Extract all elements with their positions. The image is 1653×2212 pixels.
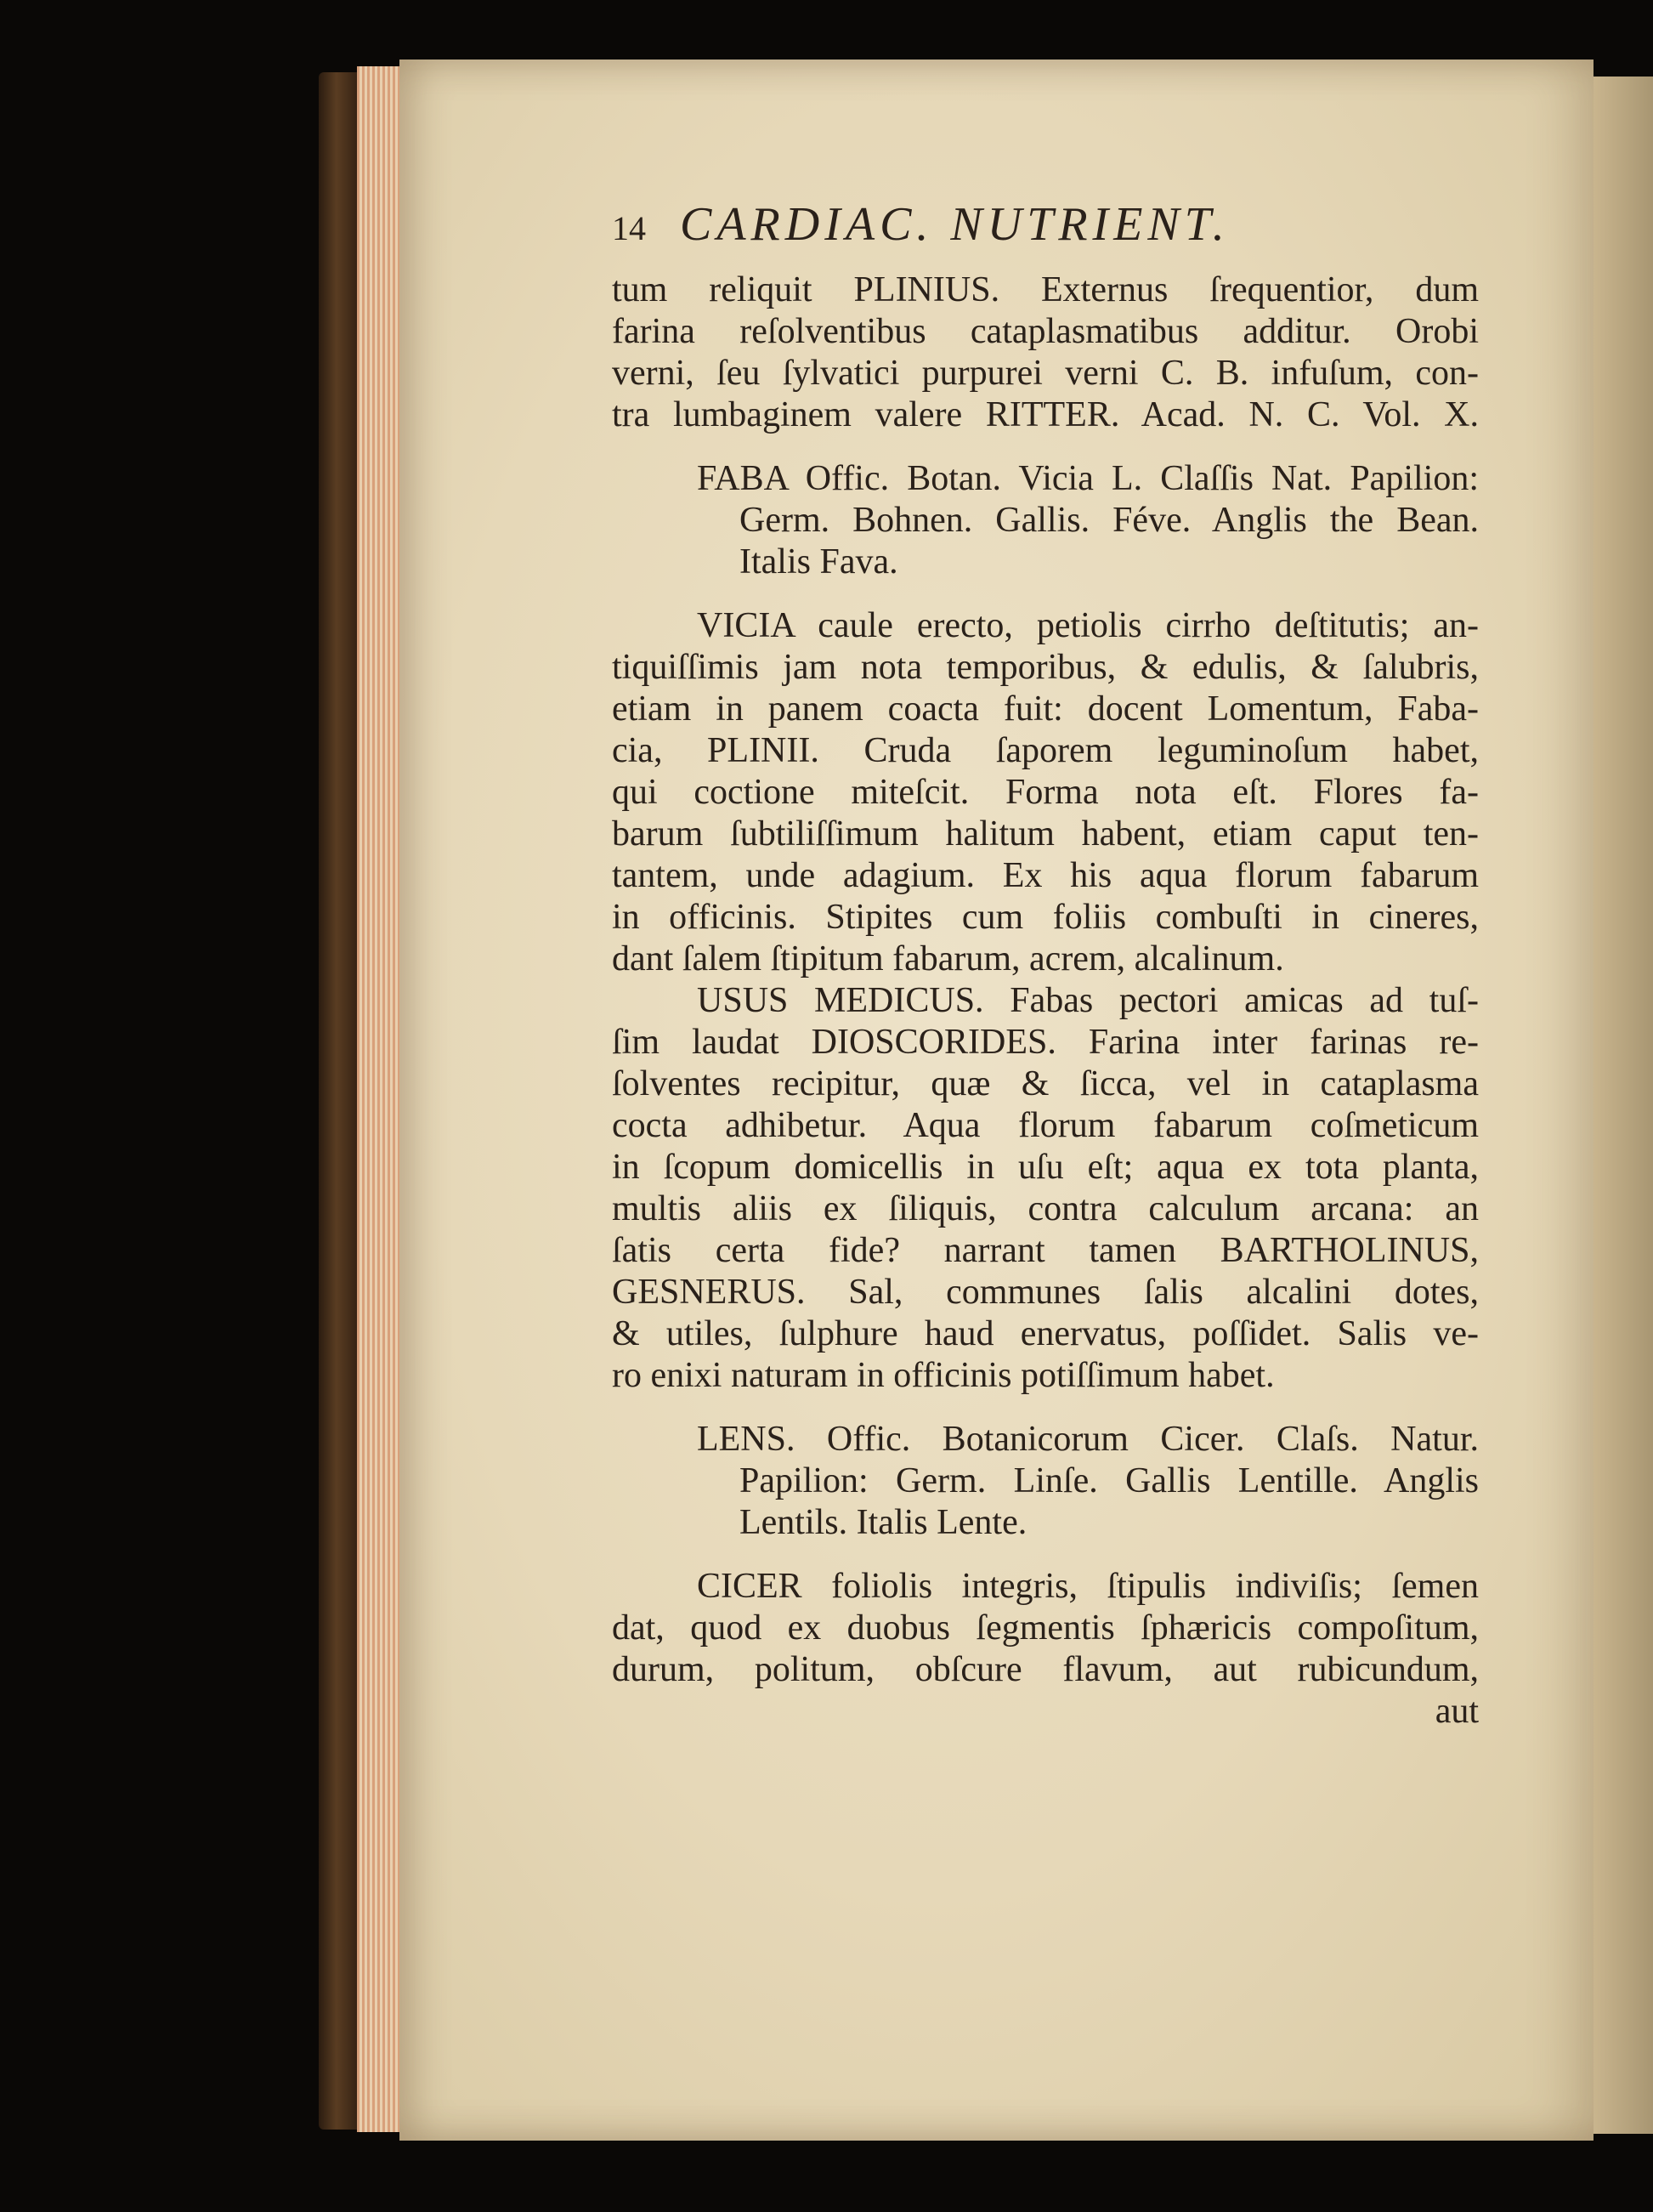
text-line: ro enixi naturam in officinis potiſſimum habet. xyxy=(612,1356,1275,1395)
text-line: ſolventes recipitur, quæ & ſicca, vel in cataplasma xyxy=(612,1064,1479,1103)
text-line: cia, PLINII. Cruda ſaporem leguminoſum habet, xyxy=(612,731,1479,770)
page-number: 14 xyxy=(612,209,646,247)
text-line: dant ſalem ſtipitum fabarum, acrem, alcalinum. xyxy=(612,939,1284,978)
text-line: farina reſolventibus cataplasmatibus additur. Orobi xyxy=(612,312,1479,351)
text-line: dat, quod ex duobus ſegmentis ſphæricis compoſitum, xyxy=(612,1608,1479,1648)
page-text xyxy=(612,198,1479,1733)
text-line: multis aliis ex ſiliquis, contra calculum arcana: an xyxy=(612,1189,1479,1228)
catchword: aut xyxy=(1435,1692,1479,1731)
text-line: cocta adhibetur. Aqua florum fabarum coſmeticum xyxy=(612,1106,1479,1145)
entry-cicer: CICER foliolis integris, ſtipulis indiviſis; ſemen xyxy=(697,1567,1479,1606)
text-line: tra lumbaginem valere RITTER. Acad. N. C. Vol. X. xyxy=(612,395,1479,434)
text-line: Lentils. Italis Lente. xyxy=(739,1503,1027,1542)
text-line: & utiles, ſulphure haud enervatus, poſſidet. Salis ve- xyxy=(612,1314,1479,1353)
usus-medicus-heading: USUS MEDICUS. Fabas pectori amicas ad tuſ- xyxy=(697,981,1479,1020)
entry-lens: LENS. Offic. Botanicorum Cicer. Claſs. Natur. xyxy=(697,1420,1479,1459)
text-line: in ſcopum domicellis in uſu eſt; aqua ex tota planta, xyxy=(612,1148,1479,1187)
text-line: verni, ſeu ſylvatici purpurei verni C. B. infuſum, con- xyxy=(612,354,1479,393)
text-line: ſatis certa fide? narrant tamen BARTHOLINUS, xyxy=(612,1231,1479,1270)
text-line: durum, politum, obſcure flavum, aut rubicundum, xyxy=(612,1650,1479,1689)
text-line: GESNERUS. Sal, communes ſalis alcalini dotes, xyxy=(612,1273,1479,1312)
text-line: qui coctione miteſcit. Forma nota eſt. Flores fa- xyxy=(612,773,1479,812)
facing-page-edge xyxy=(1594,77,1653,2134)
text-line: in officinis. Stipites cum foliis combuſti in cineres, xyxy=(612,898,1479,937)
entry-vicia: VICIA caule erecto, petiolis cirrho deſtitutis; an- xyxy=(697,606,1479,645)
text-line: ſim laudat DIOSCORIDES. Farina inter farinas re- xyxy=(612,1023,1479,1062)
text-line: etiam in panem coacta fuit: docent Lomentum, Faba- xyxy=(612,689,1479,729)
running-head xyxy=(612,198,1479,251)
text-line: Papilion: Germ. Linſe. Gallis Lentille. Anglis xyxy=(739,1461,1479,1500)
text-line: tantem, unde adagium. Ex his aqua florum fabarum xyxy=(612,856,1479,895)
text-line: Germ. Bohnen. Gallis. Féve. Anglis the Bean. xyxy=(739,501,1479,540)
text-line: tiquiſſimis jam nota temporibus, & edulis, & ſalubris, xyxy=(612,648,1479,687)
entry-faba: FABA Offic. Botan. Vicia L. Claſſis Nat. Papilion: xyxy=(697,459,1479,498)
text-line: Italis Fava. xyxy=(739,542,898,581)
text-line: tum reliquit PLINIUS. Externus ſrequentior, dum xyxy=(612,270,1479,309)
text-line: barum ſubtiliſſimum halitum habent, etiam caput ten- xyxy=(612,814,1479,854)
running-head-title: CARDIAC. NUTRIENT. xyxy=(680,198,1230,251)
